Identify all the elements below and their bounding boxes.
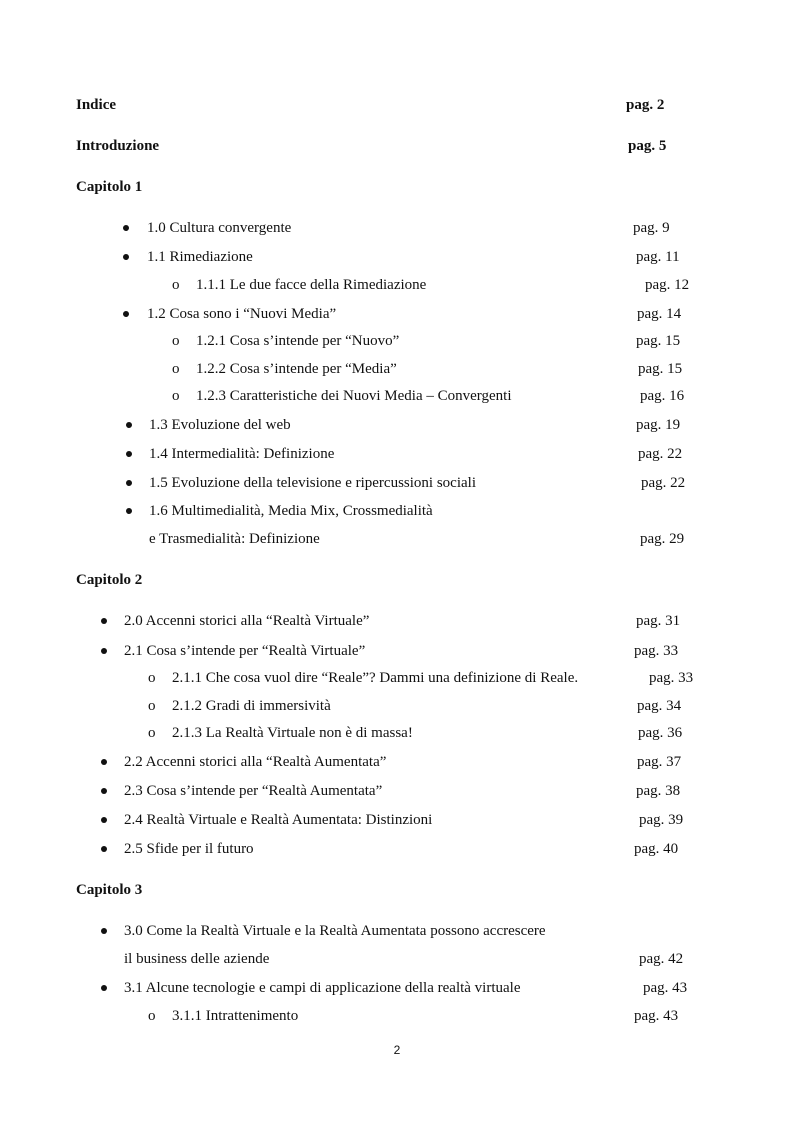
toc-entry-page: pag. 42 bbox=[639, 951, 684, 967]
toc-page-introduzione: pag. 5 bbox=[628, 138, 667, 154]
toc-subentry: 2.1.2 Gradi di immersività bbox=[172, 698, 331, 714]
toc-entry: 1.2 Cosa sono i “Nuovi Media” bbox=[147, 306, 337, 322]
toc-entry: 1.0 Cultura convergente bbox=[147, 220, 292, 236]
toc-entry: 2.4 Realtà Virtuale e Realtà Aumentata: Distinzioni bbox=[124, 812, 433, 828]
toc-entry: 1.3 Evoluzione del web bbox=[149, 417, 291, 433]
toc-subentry: 1.2.3 Caratteristiche dei Nuovi Media – Convergenti bbox=[196, 388, 512, 404]
bullet-icon bbox=[126, 422, 132, 428]
toc-heading-capitolo-2: Capitolo 2 bbox=[76, 572, 143, 588]
toc-entry-page: pag. 29 bbox=[640, 531, 685, 547]
toc-entry-continuation: e Trasmedialità: Definizione bbox=[149, 531, 320, 547]
toc-entry-page: pag. 37 bbox=[637, 754, 682, 770]
toc-entry-page: pag. 38 bbox=[636, 783, 681, 799]
bullet-icon bbox=[101, 759, 107, 765]
toc-entry-page: pag. 15 bbox=[636, 333, 681, 349]
toc-entry: 1.6 Multimedialità, Media Mix, Crossmedialità bbox=[149, 503, 433, 519]
toc-entry-page: pag. 40 bbox=[634, 841, 679, 857]
toc-entry-page: pag. 43 bbox=[643, 980, 688, 996]
toc-entry-page: pag. 33 bbox=[634, 643, 679, 659]
bullet-icon bbox=[101, 985, 107, 991]
toc-subentry: 1.2.1 Cosa s’intende per “Nuovo” bbox=[196, 333, 400, 349]
sub-bullet-icon: o bbox=[172, 333, 180, 349]
toc-entry: 2.3 Cosa s’intende per “Realtà Aumentata” bbox=[124, 783, 383, 799]
toc-subentry: 2.1.1 Che cosa vuol dire “Reale”? Dammi una definizione di Reale. bbox=[172, 670, 579, 686]
toc-heading-capitolo-3: Capitolo 3 bbox=[76, 882, 143, 898]
bullet-icon bbox=[101, 928, 107, 934]
toc-entry: 3.0 Come la Realtà Virtuale e la Realtà Aumentata possono accrescere bbox=[124, 923, 546, 939]
toc-entry-page: pag. 15 bbox=[638, 361, 683, 377]
toc-entry: 2.5 Sfide per il futuro bbox=[124, 841, 254, 857]
toc-heading-capitolo-1: Capitolo 1 bbox=[76, 179, 143, 195]
toc-subentry: 3.1.1 Intrattenimento bbox=[172, 1008, 299, 1024]
bullet-icon bbox=[126, 451, 132, 457]
sub-bullet-icon: o bbox=[148, 725, 156, 741]
toc-entry-continuation: il business delle aziende bbox=[124, 951, 270, 967]
toc-entry-page: pag. 9 bbox=[633, 220, 670, 236]
toc-entry: 2.1 Cosa s’intende per “Realtà Virtuale” bbox=[124, 643, 366, 659]
toc-entry-page: pag. 43 bbox=[634, 1008, 679, 1024]
toc-entry-page: pag. 22 bbox=[641, 475, 686, 491]
bullet-icon bbox=[101, 846, 107, 852]
toc-entry-page: pag. 16 bbox=[640, 388, 685, 404]
bullet-icon bbox=[123, 311, 129, 317]
toc-entry-page: pag. 33 bbox=[649, 670, 694, 686]
toc-entry: 1.4 Intermedialità: Definizione bbox=[149, 446, 335, 462]
toc-entry-page: pag. 34 bbox=[637, 698, 682, 714]
sub-bullet-icon: o bbox=[148, 698, 156, 714]
toc-entry-page: pag. 31 bbox=[636, 613, 681, 629]
page-number: 2 bbox=[393, 1043, 401, 1057]
toc-entry: 2.0 Accenni storici alla “Realtà Virtuale” bbox=[124, 613, 370, 629]
toc-entry-page: pag. 14 bbox=[637, 306, 682, 322]
toc-page-indice: pag. 2 bbox=[626, 97, 665, 113]
sub-bullet-icon: o bbox=[148, 1008, 156, 1024]
toc-entry-page: pag. 19 bbox=[636, 417, 681, 433]
toc-entry-page: pag. 39 bbox=[639, 812, 684, 828]
toc-heading-introduzione: Introduzione bbox=[76, 138, 160, 154]
sub-bullet-icon: o bbox=[172, 277, 180, 293]
bullet-icon bbox=[126, 508, 132, 514]
toc-entry-page: pag. 36 bbox=[638, 725, 683, 741]
toc-entry-page: pag. 12 bbox=[645, 277, 690, 293]
bullet-icon bbox=[101, 618, 107, 624]
toc-entry-page: pag. 22 bbox=[638, 446, 683, 462]
sub-bullet-icon: o bbox=[172, 361, 180, 377]
bullet-icon bbox=[101, 788, 107, 794]
bullet-icon bbox=[101, 648, 107, 654]
toc-entry: 2.2 Accenni storici alla “Realtà Aumentata” bbox=[124, 754, 387, 770]
toc-entry: 1.1 Rimediazione bbox=[147, 249, 253, 265]
bullet-icon bbox=[101, 817, 107, 823]
sub-bullet-icon: o bbox=[148, 670, 156, 686]
bullet-icon bbox=[126, 480, 132, 486]
toc-heading-indice: Indice bbox=[76, 97, 117, 113]
toc-subentry: 2.1.3 La Realtà Virtuale non è di massa! bbox=[172, 725, 413, 741]
toc-subentry: 1.1.1 Le due facce della Rimediazione bbox=[196, 277, 427, 293]
sub-bullet-icon: o bbox=[172, 388, 180, 404]
toc-entry: 3.1 Alcune tecnologie e campi di applicazione della realtà virtuale bbox=[124, 980, 521, 996]
toc-entry-page: pag. 11 bbox=[636, 249, 680, 265]
bullet-icon bbox=[123, 254, 129, 260]
bullet-icon bbox=[123, 225, 129, 231]
toc-subentry: 1.2.2 Cosa s’intende per “Media” bbox=[196, 361, 397, 377]
toc-entry: 1.5 Evoluzione della televisione e ripercussioni sociali bbox=[149, 475, 476, 491]
